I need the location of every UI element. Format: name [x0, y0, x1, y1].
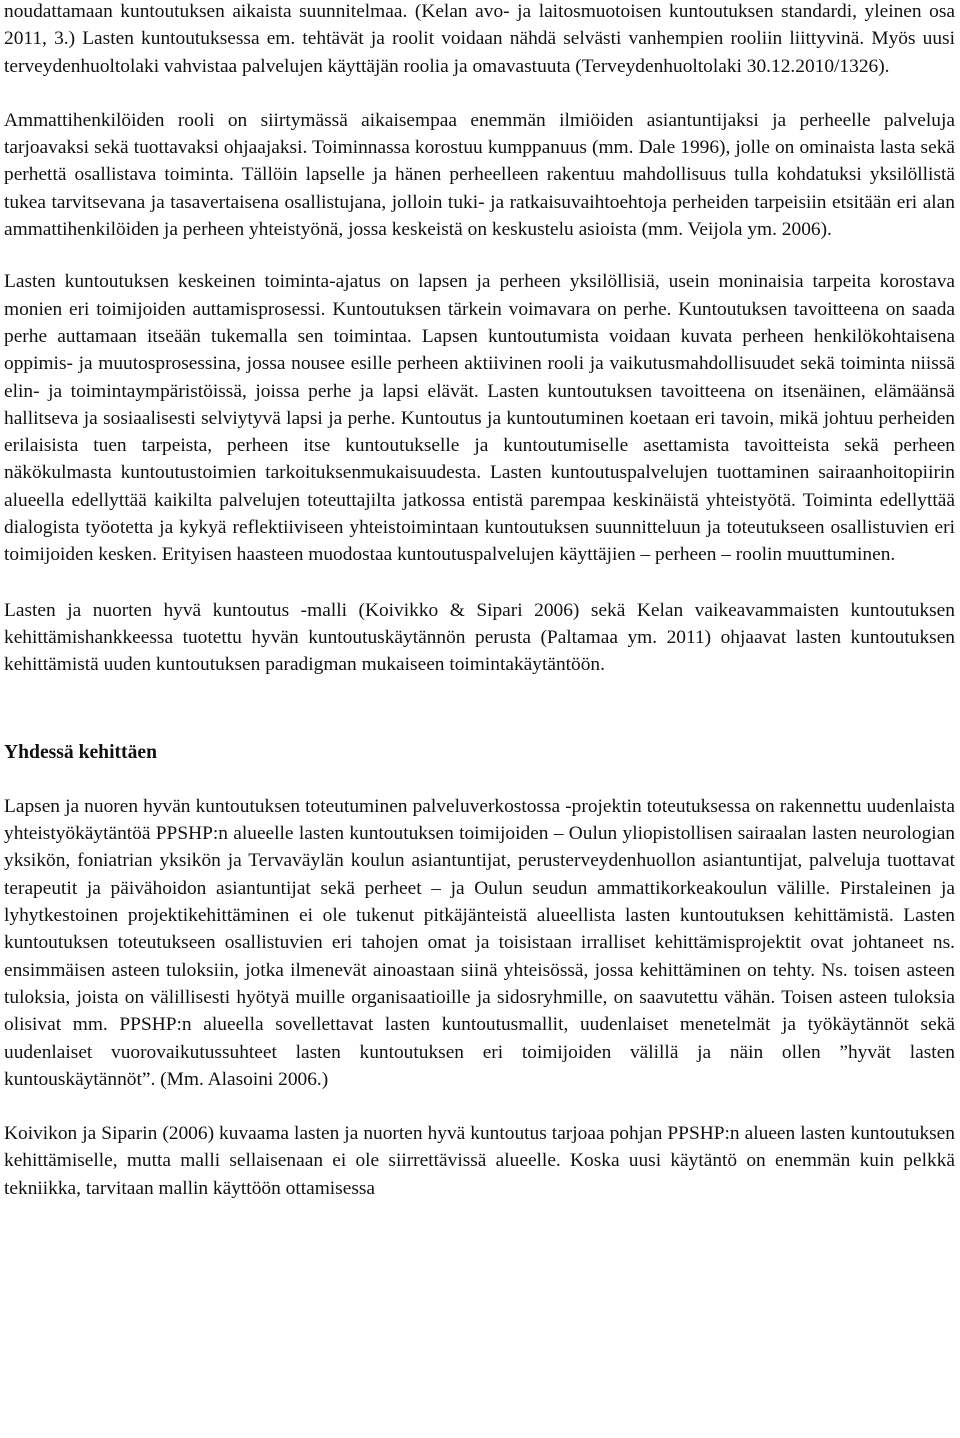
paragraph-rehabilitation-principles: Lasten kuntoutuksen keskeinen toiminta-ajatus on lapsen ja perheen yksilöllisiä, usein moninaisia tarpeita korostava monien eri toimijoiden auttamisprosessi. Kuntoutuksen tärkein voimavara on perhe. Kuntoutuksen tavoitteena on saada perhe auttamaan itseään tukemalla sen toimintaa. Lapsen kuntoutumista voidaan kuvata perheen henkilökohtaisena oppimis- ja muutosprosessina, jossa nousee esille perheen aktiivinen rooli ja vaikutusmahdollisuudet sekä toiminta niissä elin- ja toimintaympäristöissä, joissa perhe ja lapsi elävät. Lasten kuntoutuksen tavoitteena on itsenäinen, elämäänsä hallitseva ja sosiaalisesti selviytyvä lapsi ja perhe. Kuntoutus ja kuntoutuminen koetaan eri tavoin, mikä johtuu perheiden erilaisista tuen tarpeista, perheen itse kuntoutukselle ja kuntoutumiselle asettamista tavoitteista sekä perheen näkökulmasta kuntoutustoimien tarkoituksenmukaisuudesta. Lasten kuntoutuspalvelujen tuottaminen sairaanhoitopiirin alueella edellyttää kaikilta palvelujen toteuttajilta jatkossa entistä parempaa keskinäistä yhteistyötä. Toiminta edellyttää dialogista työotetta ja kykyä reflektiiviseen yhteistoimintaan kuntoutuksen suunnitteluun ja toteutukseen osallistuvien eri toimijoiden kesken. Erityisen haasteen muodostaa kuntoutuspalvelujen käyttäjien – perheen – roolin muuttuminen.: [4, 271, 955, 566]
paragraph-role-standards: noudattamaan kuntoutuksen aikaista suunnitelmaa. (Kelan avo- ja laitosmuotoisen kuntoutuksen standardi, yleinen osa 2011, 3.) Lasten kuntoutuksessa em. tehtävät ja roolit voidaan nähdä selvästi vanhempien rooliin liittyvinä. Myös uusi terveydenhuoltolaki vahvistaa palvelujen käyttäjän roolia ja omavastuuta (Terveydenhuoltolaki 30.12.2010/1326).: [4, 1, 955, 77]
paragraph-joint-development: Lapsen ja nuoren hyvän kuntoutuksen toteutuminen palveluverkostossa -projektin toteutuksessa on rakennettu uudenlaista yhteistyökäytäntöä PPSHP:n alueelle lasten kuntoutuksen toimijoiden – Oulun yliopistollisen sairaalan lasten neurologian yksikön, foniatrian yksikön ja Tervaväylän koulun asiantuntijat, perusterveydenhuollon asiantuntijat, palveluja tuottavat terapeutit ja päivähoidon asiantuntijat sekä perheet – ja Oulun seudun ammattikorkeakoulun välille. Pirstaleinen ja lyhytkestoinen projektikehittäminen ei ole tukenut pitkäjänteistä alueellista lasten kuntoutuksen kehittämistä. Lasten kuntoutuksen toteutukseen osallistuvien eri tahojen omat ja toisistaan irralliset kehittämisprojektit ovat johtaneet ns. ensimmäisen asteen tuloksiin, jotka ilmenevät ainoastaan siinä yhteisössä, jossa kehittäminen on tehty. Ns. toisen asteen tuloksia, joista on välillisesti hyötyä muille organisaatioille ja sidosryhmille, on saavutettu vähän. Toisen asteen tuloksia olisivat mm. PPSHP:n alueella sovellettavat lasten kuntoutusmallit, uudenlaiset menetelmät ja työkäytännöt sekä uudenlaiset vuorovaikutussuhteet lasten kuntoutuksen eri toimijoiden välillä ja näin ollen ”hyvät lasten kuntouskäytännöt”. (Mm. Alasoini 2006.): [4, 795, 955, 1090]
paragraph-good-rehabilitation-model: Lasten ja nuorten hyvä kuntoutus -malli (Koivikko & Sipari 2006) sekä Kelan vaikeavammaisten kuntoutuksen kehittämishankkeessa tuotettu hyvän kuntoutuskäytännön perusta (Paltamaa ym. 2011) ohjaavat lasten kuntoutuksen kehittämistä uuden kuntoutuksen paradigman mukaiseen toimintakäytäntöön.: [4, 599, 955, 676]
document-page: [4, 0, 955, 1202]
section-heading: Yhdessä kehittäen: [4, 741, 157, 763]
paragraph-koivikko-sipari-model: Koivikon ja Siparin (2006) kuvaama lasten ja nuorten hyvä kuntoutus tarjoaa pohjan PPSHP:n alueen lasten kuntoutuksen kehittämiselle, mutta malli sellaisenaan ei ole siirrettävissä alueelle. Koska uusi käytäntö on enemmän kuin pelkkä tekniikka, tarvitaan mallin käyttöön ottamisessa: [4, 1123, 955, 1199]
paragraph-professional-role: Ammattihenkilöiden rooli on siirtymässä aikaisempaa enemmän ilmiöiden asiantuntijaksi ja perheelle palveluja tarjoavaksi sekä tuottavaksi ohjaajaksi. Toiminnassa korostuu kumppanuus (mm. Dale 1996), jolle on ominaista lasta sekä perhettä osallistava toiminta. Tällöin lapselle ja hänen perheelleen rakentuu mahdollisuus tulla kohdatuksi yksilöllistä tukea tarvitsevana ja tasavertaisena osallistujana, jolloin tuki- ja ratkaisuvaihtoehtoja perheiden tarpeisiin etsitään eri alan ammattihenkilöiden ja perheen yhteistyönä, jossa keskeistä on keskustelu asioista (mm. Veijola ym. 2006).: [4, 109, 955, 241]
